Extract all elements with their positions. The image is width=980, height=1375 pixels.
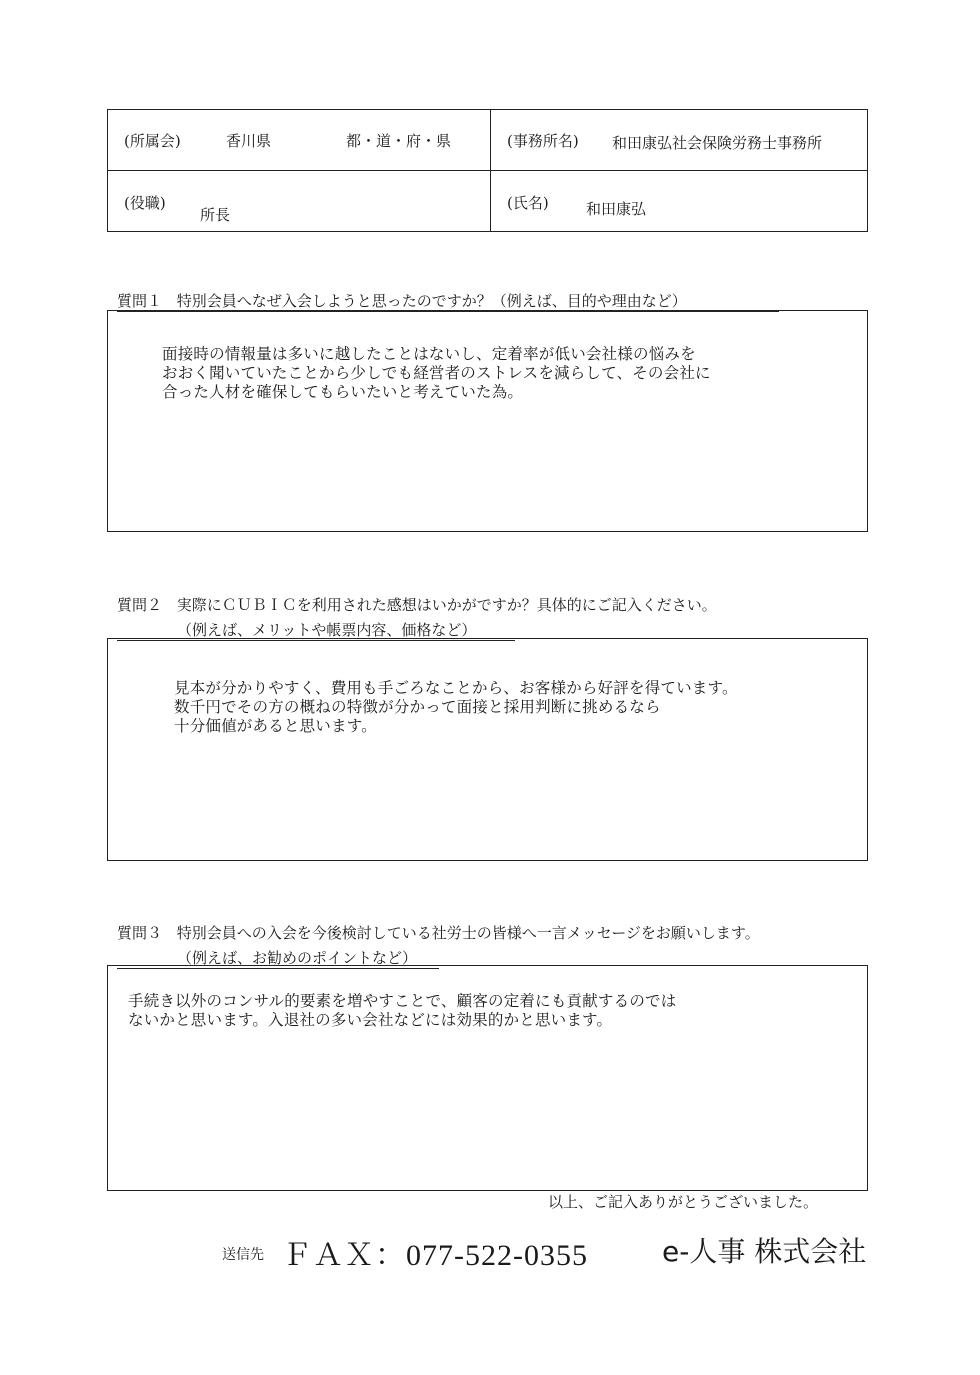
table-divider-horizontal	[108, 170, 867, 171]
answer-line: 手続き以外のコンサル的要素を増やすことで、顧客の定着にも貢献するのでは	[128, 992, 677, 1010]
closing-message: 以上、ご記入ありがとうございました。	[548, 1193, 819, 1211]
send-to-label: 送信先	[222, 1247, 264, 1263]
question-3-subtext: （例えば、お勧めのポイントなど）	[177, 949, 418, 967]
answer-line: 十分価値があると思います。	[174, 717, 377, 735]
office-value: 和田康弘社会保険労務士事務所	[612, 134, 823, 152]
answer-line: 合った人材を確保してもらいたいと考えていた為。	[162, 383, 524, 401]
answer-1-text	[162, 345, 711, 402]
question-3-number: 質問３	[117, 924, 163, 942]
fax-number: ＦＡＸ：077-522-0355	[282, 1239, 588, 1272]
answer-line: 面接時の情報量は多いに越したことはないし、定着率が低い会社様の悩みを	[162, 345, 696, 363]
name-label: (氏名)	[507, 194, 549, 212]
question-1-number: 質問１	[117, 292, 163, 310]
position-label: (役職)	[124, 194, 166, 212]
answer-3-text	[128, 992, 676, 1030]
name-value: 和田康弘	[586, 200, 647, 218]
answer-box-3	[107, 965, 868, 1191]
affiliation-value: 香川県	[226, 132, 272, 150]
affiliation-label: (所属会)	[124, 132, 181, 150]
question-1	[117, 290, 779, 312]
question-3	[117, 922, 760, 943]
question-3-text: 特別会員への入会を今後検討している社労士の皆様へ一言メッセージをお願いします。	[176, 924, 760, 942]
answer-line: 数千円でその方の概ねの特徴が分かって面接と採用判断に挑めるなら	[174, 698, 661, 716]
answer-line: おおく聞いていたことから少しでも経営者のストレスを減らして、その会社に	[162, 364, 711, 382]
answer-line: ないかと思います。入退社の多い会社などには効果的かと思います。	[128, 1011, 613, 1029]
answer-box-1	[107, 310, 868, 532]
question-2-number: 質問２	[117, 596, 163, 614]
respondent-info-table	[107, 109, 868, 232]
question-2-text: 実際にＣＵＢＩＣを利用された感想はいかがですか？具体的にご記入ください。	[176, 596, 717, 614]
answer-box-2	[107, 638, 868, 861]
company-name: e-人事 株式会社	[662, 1235, 867, 1268]
answer-2-text	[174, 679, 738, 736]
office-label: (事務所名)	[507, 132, 579, 150]
answer-line: 見本が分かりやすく、費用も手ごろなことから、お客様から好評を得ています。	[174, 679, 738, 697]
question-2-subtext: （例えば、メリットや帳票内容、価格など）	[177, 621, 477, 639]
question-1-text: 特別会員へなぜ入会しようと思ったのですか？（例えば、目的や理由など）	[176, 292, 687, 310]
prefecture-suffix: 都・道・府・県	[346, 132, 452, 150]
position-value: 所長	[200, 206, 231, 224]
question-2	[117, 594, 717, 615]
